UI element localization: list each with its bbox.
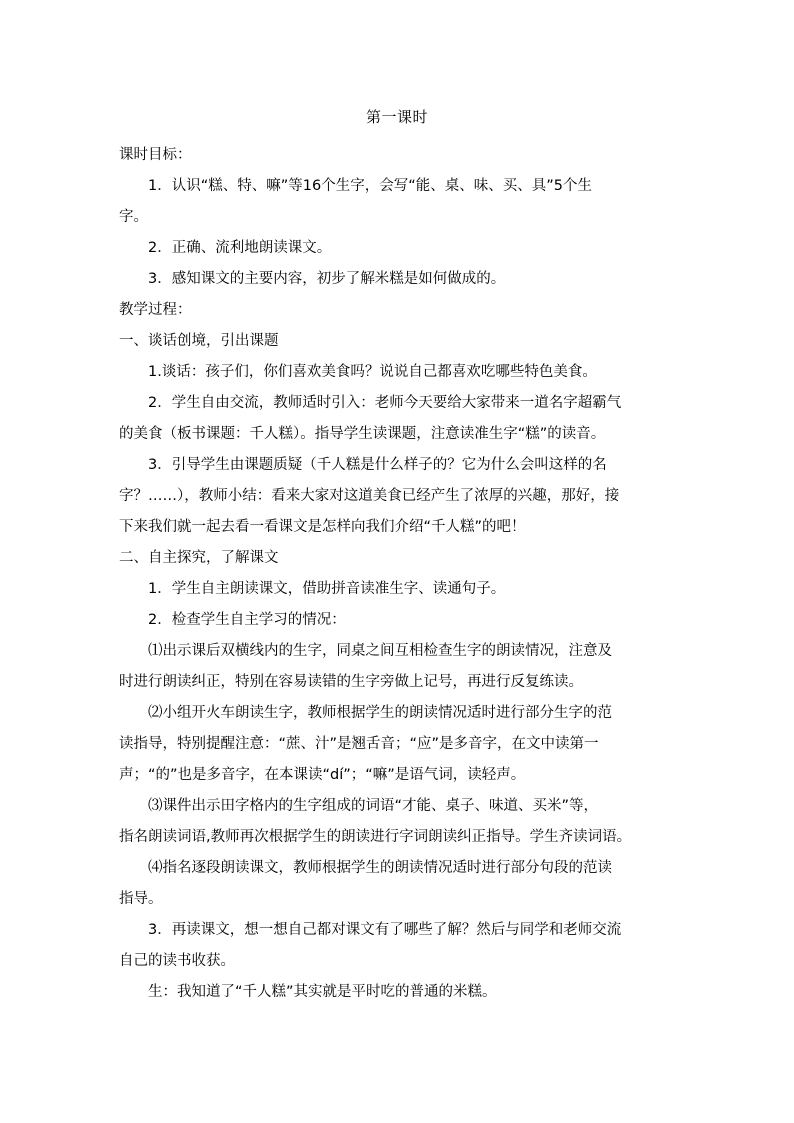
text-line: 字？……），教师小结：看来大家对这道美食已经产生了浓厚的兴趣，那好，接	[119, 488, 620, 504]
text-line: ⑴出示课后双横线内的生字，同桌之间互相检查生字的朗读情况，注意及	[148, 643, 612, 659]
text-line: 3．感知课文的主要内容，初步了解米糕是如何做成的。	[148, 271, 506, 287]
text-line: 2．检查学生自主学习的情况：	[148, 612, 346, 628]
text-line: 课时目标：	[119, 147, 192, 163]
text-line: ⑵小组开火车朗读生字，教师根据学生的朗读情况适时进行部分生字的范	[148, 705, 612, 721]
text-line: 自己的读书收获。	[119, 953, 235, 969]
text-line: 下来我们就一起去看一看课文是怎样向我们介绍“千人糕”的吧！	[119, 519, 526, 535]
text-line: 1.谈话：孩子们，你们喜欢美食吗？说说自己都喜欢吃哪些特色美食。	[148, 364, 597, 380]
text-line: 3．引导学生由课题质疑（千人糕是什么样子的？它为什么会叫这样的名	[148, 457, 607, 473]
text-line: ⑶课件出示田字格内的生字组成的词语“才能、桌子、味道、买米”等，	[148, 798, 599, 814]
text-line: 2．正确、流利地朗读课文。	[148, 240, 332, 256]
text-line: 1．认识“糕、特、嘛”等16个生字，会写“能、桌、味、买、具”5个生	[148, 178, 592, 194]
text-line: 一、谈话创境，引出课题	[119, 333, 279, 349]
text-line: 指导。	[119, 891, 163, 907]
text-line: 教学过程：	[119, 302, 192, 318]
text-line: 声；“的”也是多音字，在本课读“dí”；“嘛”是语气词，读轻声。	[119, 767, 526, 783]
page-title: 第一课时	[365, 108, 428, 126]
text-line: ⑷指名逐段朗读课文，教师根据学生的朗读情况适时进行部分句段的范读	[148, 860, 612, 876]
text-line: 1．学生自主朗读课文，借助拼音读准生字、读通句子。	[148, 581, 506, 597]
text-line: 读指导，特别提醒注意：“蔗、汁”是翘舌音；“应”是多音字，在文中读第一	[119, 736, 599, 752]
text-line: 字。	[119, 209, 148, 225]
text-line: 二、自主探究，了解课文	[119, 550, 279, 566]
document-body	[119, 140, 675, 1008]
text-line: 3．再读课文，想一想自己都对课文有了哪些了解？然后与同学和老师交流	[148, 922, 622, 938]
text-line: 生：我知道了“千人糕”其实就是平时吃的普通的米糕。	[148, 984, 497, 1000]
text-line: 指名朗读词语,教师再次根据学生的朗读进行字词朗读纠正指导。学生齐读词语。	[119, 829, 632, 845]
text-line: 2．学生自由交流，教师适时引入：老师今天要给大家带来一道名字超霸气	[148, 395, 622, 411]
text-line: 的美食（板书课题：千人糕）。指导学生读课题，注意读准生字“糕”的读音。	[119, 426, 606, 442]
text-line: 时进行朗读纠正，特别在容易读错的生字旁做上记号，再进行反复练读。	[119, 674, 583, 690]
